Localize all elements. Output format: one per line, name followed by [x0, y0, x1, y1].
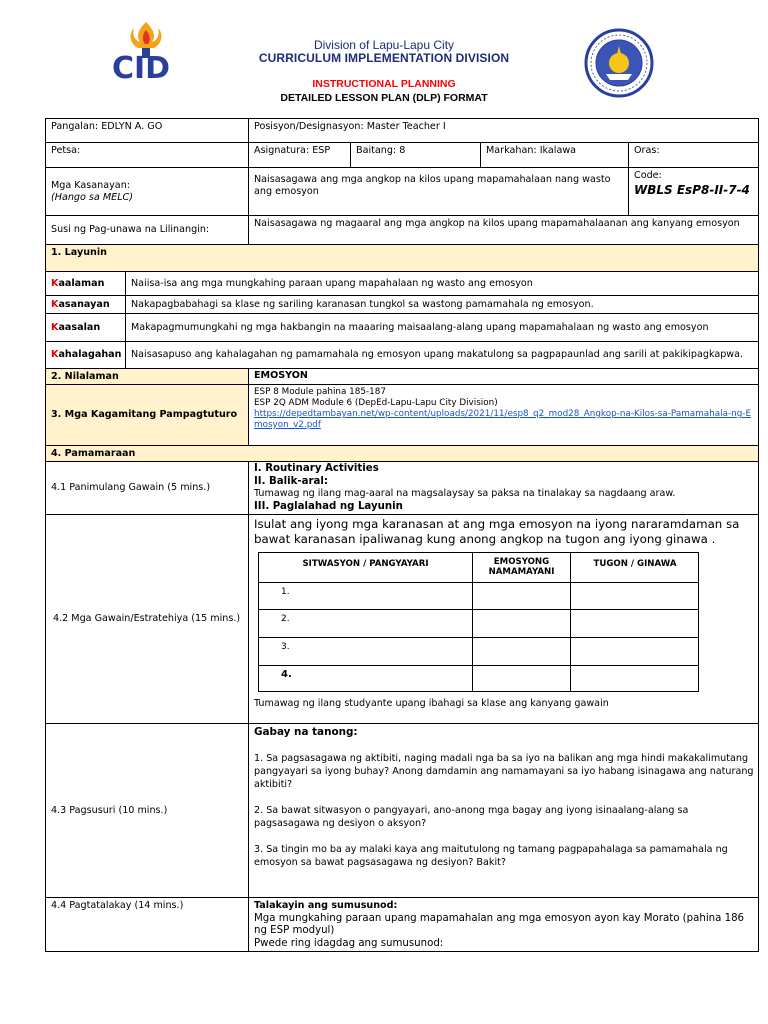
pamamaraan-heading-text: 4. Pamamaraan: [51, 447, 136, 459]
instructional-planning-title: INSTRUCTIONAL PLANNING: [312, 78, 456, 90]
row-4-tugon: [571, 666, 699, 692]
panimula-text-cell: [249, 462, 759, 515]
deped-seal: [584, 28, 654, 98]
kaalaman-text: Naiisa-isa ang mga mungkahing paraan upang mapahalaan ng wasto ang emosyon: [131, 277, 533, 289]
petsa-cell: [46, 143, 249, 168]
kagamitan-label: 3. Mga Kagamitang Pampagtuturo: [51, 409, 238, 420]
kagamitan-line2: ESP 2Q ADM Module 6 (DepEd-Lapu-Lapu City Division): [254, 398, 498, 408]
kasanayan-text: Naisasagawa ang mga angkop na kilos upang mapamahalaan nang wasto ang emosyon: [254, 174, 611, 197]
kaasalan-rest: aasalan: [58, 321, 101, 333]
balik-aral: II. Balik-aral:: [254, 475, 328, 487]
kagamitan-link[interactable]: https://depedtambayan.net/wp-content/uploads/2021/11/esp8_q2_mod28_Angkop-na-Kilos-sa-Pamamahala-ng-Emosyon_v2.pdf: [254, 409, 752, 430]
kaasalan-label-cell: [46, 314, 126, 342]
kahalagahan-label-cell: [46, 342, 126, 369]
row-2-tugon: [571, 610, 699, 638]
kaasalan-text-cell: [126, 314, 759, 342]
sitwasyon-table: [258, 552, 699, 692]
kahalagahan-text-cell: [126, 342, 759, 369]
kaasalan-initial: K: [51, 321, 59, 333]
row-3-tugon: [571, 638, 699, 666]
row-1-tugon: [571, 583, 699, 610]
baitang-text: Baitang: 8: [356, 145, 406, 156]
baitang-cell: [351, 143, 481, 168]
balik-aral-text: Tumawag ng ilang mag-aaral na magsalaysay sa paksa na tinalakay sa nagdaang araw.: [254, 488, 676, 499]
layunin-heading-text: 1. Layunin: [51, 247, 107, 258]
kasanayan-sublabel: (Hango sa MELC): [51, 191, 133, 203]
kahalagahan-text: Naisasapuso ang kahalagahan ng pamamahala ng emosyon upang makatulong sa pagpapaunlad ang sarili at pakikipagkapwa.: [131, 349, 744, 360]
susi-text: Naisasagawa ng magaaral ang mga angkop na kilos upang mapamahalaanan ang kanyang emosyon: [254, 218, 740, 229]
pangalan-cell: [46, 119, 249, 143]
kaasalan-text: Makapagmumungkahi ng mga hakbangin na maaaring maisaalang-alang upang mapamahalaan ng wasto ang emosyon: [131, 321, 709, 333]
col-emosyong: EMOSYONG NAMAMAYANI: [473, 553, 571, 583]
kasanayan-label-cell: [46, 168, 249, 216]
kahalagahan-initial: K: [51, 349, 59, 360]
col-tugon: TUGON / GINAWA: [571, 553, 699, 583]
nilalaman-value: EMOSYON: [254, 370, 308, 381]
dlp-format-title: DETAILED LESSON PLAN (DLP) FORMAT: [280, 92, 488, 104]
layunin-heading: [46, 245, 759, 272]
asignatura-cell: [249, 143, 351, 168]
gabay-q1: 1. Sa pagsasagawa ng aktibiti, naging madali nga ba sa iyo na balikan ang mga hindi makakalimutang pangyayari sa iyong buhay? Anong damdamin ang namamayani sa iyo habang isinagawa ang naturang aktibiti?: [254, 753, 754, 790]
kasanayan-obj-text: Nakapagbabahagi sa klase ng sariling karanasan tungkol sa wastong pamamahala ng emosyon.: [131, 298, 594, 310]
gabay-q2: 2. Sa bawat sitwasyon o pangyayari, ano-anong mga bagay ang iyong isinaalang-alang sa pagsasagawa ng desiyon o aksyon?: [254, 805, 689, 829]
gawain-label-cell: [46, 515, 249, 724]
panimula-label: 4.1 Panimulang Gawain (5 mins.): [51, 482, 211, 493]
nilalaman-label-cell: [46, 369, 249, 385]
row-3-emosyong: [473, 638, 571, 666]
row-3-sitwasyon: 3.: [259, 638, 473, 666]
code-label: Code:: [634, 170, 662, 181]
oras-text: Oras:: [634, 145, 660, 156]
asignatura-text: Asignatura: ESP: [254, 145, 331, 156]
kaalaman-label-cell: [46, 272, 126, 296]
kagamitan-label-cell: [46, 385, 249, 446]
gabay-heading: Gabay na tanong:: [254, 726, 358, 738]
susi-label: Susi ng Pag-unawa na Lilinangin:: [51, 224, 210, 235]
posisyon-text: Posisyon/Designasyon: Master Teacher I: [254, 121, 446, 132]
kasanayan-obj-text-cell: [126, 296, 759, 314]
kasanayan-text-cell: [249, 168, 629, 216]
kasanayan-obj-label-cell: [46, 296, 126, 314]
talakayin-line2: Pwede ring idagdag ang sumusunod:: [254, 937, 444, 949]
pangalan-text: Pangalan: EDLYN A. GO: [51, 121, 163, 132]
routinary-activities: I. Routinary Activities: [254, 463, 379, 474]
row-4-emosyong: [473, 666, 571, 692]
pagsusuri-label: 4.3 Pagsusuri (10 mins.): [51, 804, 168, 816]
kagamitan-text-cell: [249, 385, 759, 446]
division-name: Division of Lapu-Lapu City: [313, 38, 455, 52]
row-1-emosyong: [473, 583, 571, 610]
talakayin-line1: Mga mungkahing paraan upang mapamahalan ang mga emosyon ayon kay Morato (pahina 186 ng ESP modyul): [254, 912, 745, 936]
row-2-emosyong: [473, 610, 571, 638]
code-value: WBLS EsP8-II-7-4: [634, 183, 750, 197]
pagtatalakay-text-cell: [249, 898, 759, 952]
kasanayan-obj-rest: asanayan: [58, 298, 110, 310]
pagtatalakay-label-cell: [46, 898, 249, 952]
susi-label-cell: [46, 216, 249, 245]
pagsusuri-label-cell: [46, 724, 249, 898]
pagsusuri-text-cell: [249, 724, 759, 898]
kaalaman-initial: K: [51, 277, 59, 289]
gawain-label: 4.2 Mga Gawain/Estratehiya (15 mins.): [53, 613, 241, 624]
code-cell: [629, 168, 759, 216]
cid-logo-text: CID: [112, 51, 171, 82]
kagamitan-line1: ESP 8 Module pahina 185-187: [254, 387, 386, 397]
gabay-q3: 3. Sa tingin mo ba ay malaki kaya ang maitutulong ng tamang pagpapahalaga sa pamamahala ng emosyon sa bawat pagsasagawa ng desiyon? Bakit?: [254, 844, 728, 868]
paglalahad-layunin: III. Paglalahad ng Layunin: [254, 500, 403, 512]
kaalaman-text-cell: [126, 272, 759, 296]
talakayin-heading: Talakayin ang sumusunod:: [254, 900, 398, 911]
row-4-sitwasyon: 4.: [259, 666, 473, 692]
kahalagahan-rest: ahalagahan: [58, 349, 122, 360]
pagtatalakay-label: 4.4 Pagtatalakay (14 mins.): [51, 900, 184, 911]
markahan-text: Markahan: Ikalawa: [486, 145, 577, 156]
oras-cell: [629, 143, 759, 168]
kaalaman-rest: aalaman: [58, 277, 105, 289]
posisyon-cell: [249, 119, 759, 143]
susi-text-cell: [249, 216, 759, 245]
cid-title: CURRICULUM IMPLEMENTATION DIVISION: [258, 51, 510, 65]
kasanayan-label: Mga Kasanayan:: [51, 179, 131, 191]
pamamaraan-heading: [46, 446, 759, 462]
row-2-sitwasyon: 2.: [259, 610, 473, 638]
nilalaman-value-cell: [249, 369, 759, 385]
row-1-sitwasyon: 1.: [259, 583, 473, 610]
panimula-label-cell: [46, 462, 249, 515]
gawain-footer: Tumawag ng ilang studyante upang ibahagi sa klase ang kanyang gawain: [254, 698, 609, 709]
markahan-cell: [481, 143, 629, 168]
lesson-plan-table: [45, 118, 759, 952]
gawain-instruction: Isulat ang iyong mga karanasan at ang mga emosyon na iyong nararamdaman sa bawat karanasan ipaliwanag kung anong angkop na tugon ang iyong ginawa .: [254, 517, 740, 546]
col-sitwasyon: SITWASYON / PANGYAYARI: [259, 553, 473, 583]
petsa-text: Petsa:: [51, 145, 81, 156]
nilalaman-label: 2. Nilalaman: [51, 370, 119, 382]
kasanayan-obj-initial: K: [51, 298, 59, 310]
